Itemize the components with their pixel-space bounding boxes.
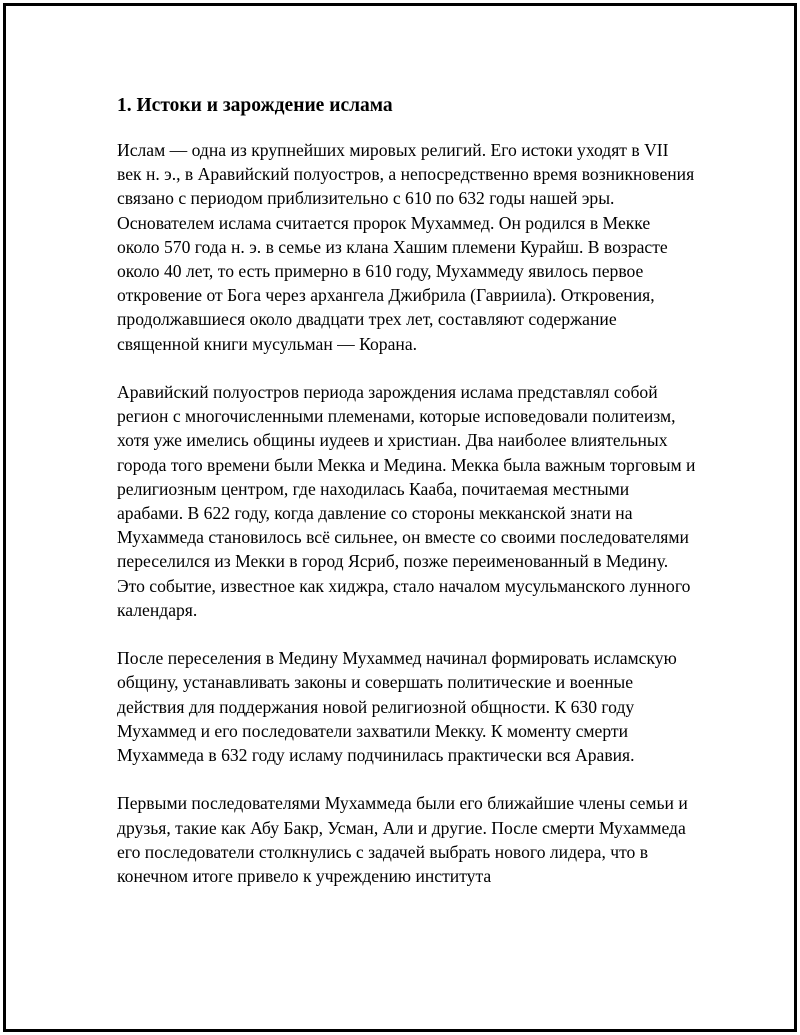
paragraph-1: Ислам — одна из крупнейших мировых религий. Его истоки уходят в VII век н. э., в Аравийский полуостров, а непосредственно время возникновения связано с периодом приблизительно с 610 по 632 годы нашей эры. Основателем ислама считается пророк Мухаммед. Он родился в Мекке около 570 года н. э. в семье из клана Хашим племени Курайш. В возрасте около 40 лет, то есть примерно в 610 году, Мухаммеду явилось первое откровение от Бога через архангела Джибрила (Гавриила). Откровения, продолжавшиеся около двадцати трех лет, составляют содержание священной книги мусульман — Корана. [117,140,695,354]
paragraph-3: После переселения в Медину Мухаммед начинал формировать исламскую общину, устанавливать законы и совершать политические и военные действия для поддержания новой религиозной общности. К 630 году Мухаммед и его последователи захватили Мекку. К моменту смерти Мухаммеда в 632 году исламу подчинилась практически вся Аравия. [117,648,677,766]
paragraph-2: Аравийский полуостров периода зарождения ислама представлял собой регион с многочисленными племенами, которые исповедовали политеизм, хотя уже имелись общины иудеев и христиан. Два наиболее влиятельных города того времени были Мекка и Медина. Мекка была важным торговым и религиозным центром, где находилась Кааба, почитаемая местными арабами. В 622 году, когда давление со стороны мекканской знати на Мухаммеда становилось всё сильнее, он вместе со своими последователями переселился из Мекки в город Ясриб, позже переименованный в Медину. Это событие, известное как хиджра, стало началом мусульманского лунного календаря. [117,382,696,620]
section-heading: 1. Истоки и зарождение ислама [117,95,393,116]
paragraph-4: Первыми последователями Мухаммеда были его ближайшие члены семьи и друзья, такие как Абу Бакр, Усман, Али и другие. После смерти Мухаммеда его последователи столкнулись с задачей выбрать нового лидера, что в конечном итоге привело к учреждению института [117,793,688,887]
document-body [117,92,697,912]
